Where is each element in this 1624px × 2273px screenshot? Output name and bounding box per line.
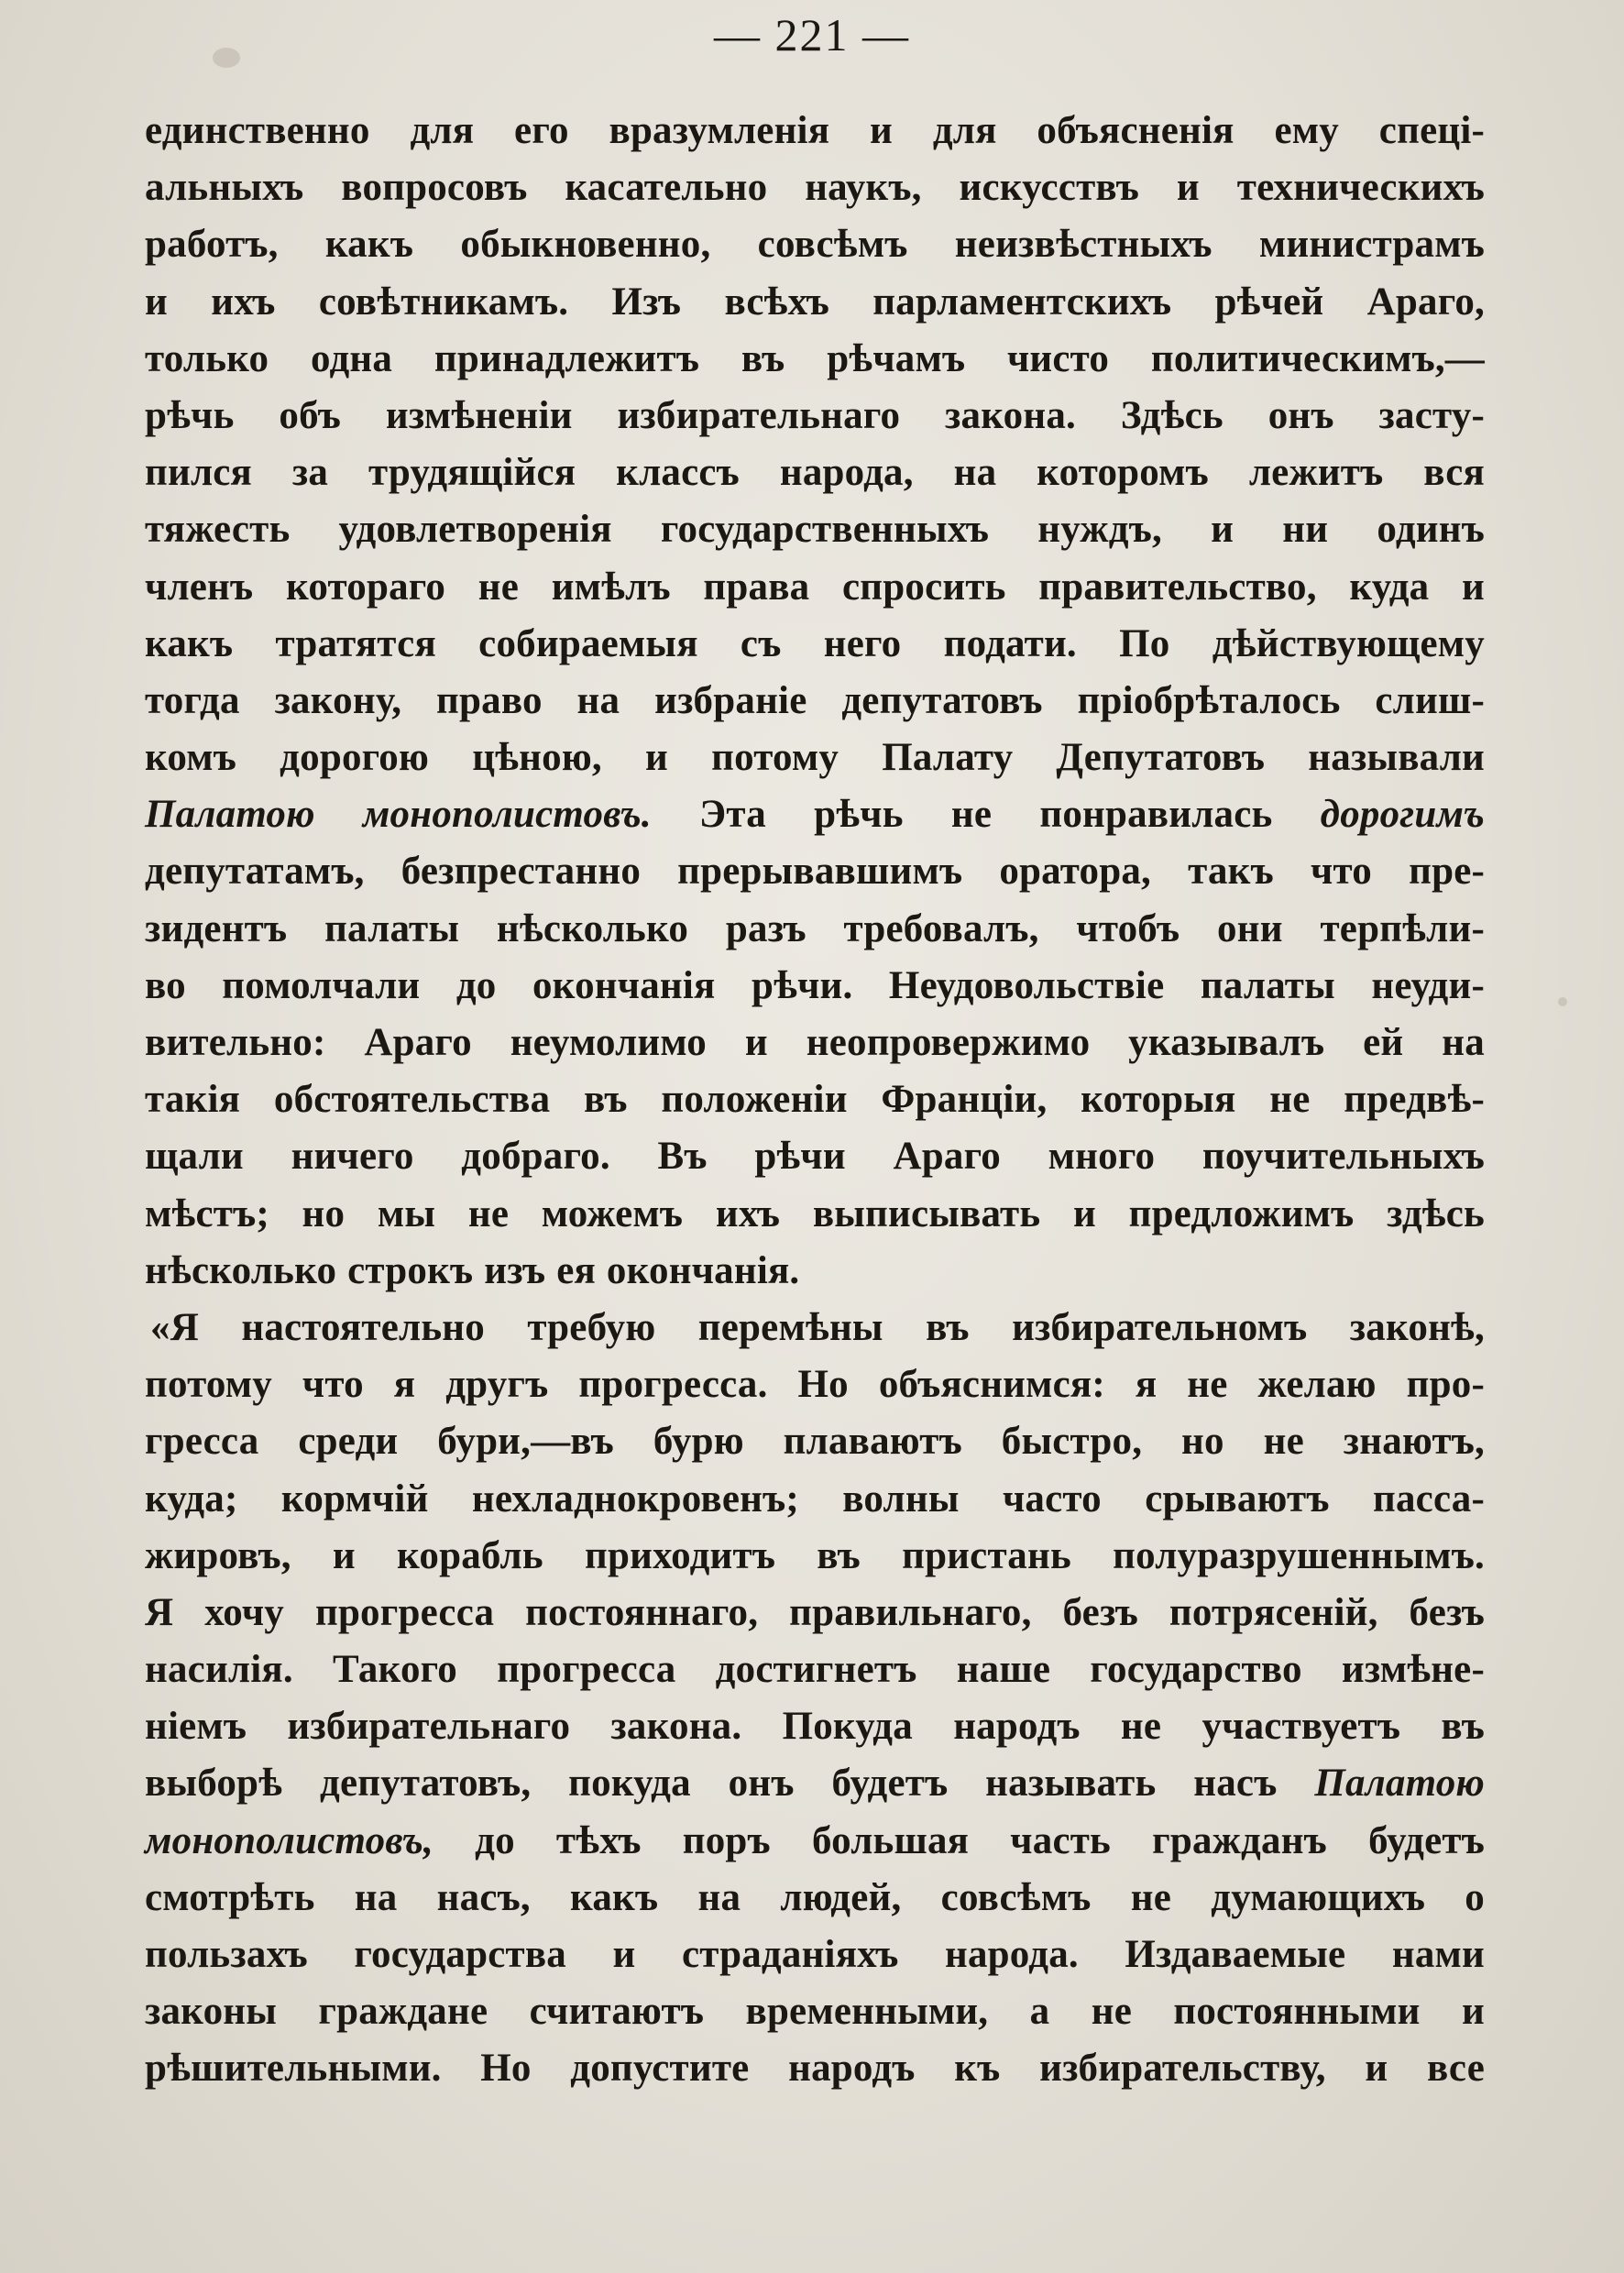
text-line: смотрѣть на насъ, какъ на людей, совсѣмъ не думающихъ о [145,1875,1485,1919]
text-line: зидентъ палаты нѣсколько разъ требовалъ, чтобъ они терпѣли- [145,906,1485,950]
text-line: рѣчь объ измѣненіи избирательнаго закона. Здѣсь онъ засту- [145,393,1485,437]
text-line: мѣстъ; но мы не можемъ ихъ выписывать и предложимъ здѣсь [145,1191,1485,1235]
text-line: Я хочу прогресса постояннаго, правильнаго, безъ потрясеній, безъ [145,1590,1485,1634]
text-line: пился за трудящійся классъ народа, на которомъ лежитъ вся [145,451,1485,495]
text-segment: Эта рѣчь не понравилась [651,793,1321,837]
text-line: гресса среди бури,—въ бурю плаваютъ быстро, но не знаютъ, [145,1420,1485,1464]
text-line: единственно для его вразумленія и для объясненія ему спеці- [145,109,1485,152]
text-line: членъ котораго не имѣлъ права спросить правительство, куда и [145,565,1485,609]
paper-stain [1558,997,1567,1006]
text-line [145,1755,1485,1812]
text-line: тогда закону, право на избраніе депутатовъ пріобрѣталось слиш- [145,678,1485,722]
text-line: депутатамъ, безпрестанно прерывавшимъ оратора, такъ что пре- [145,850,1485,894]
italic-phrase: Палатою монополистовъ. [145,793,652,837]
text-line: ніемъ избирательнаго закона. Покуда народъ не участвуетъ въ [145,1705,1485,1749]
text-line: нѣсколько строкъ изъ ея окончанія. [145,1248,800,1292]
text-line [145,786,1485,843]
paragraph [145,1300,1485,2098]
text-line: куда; кормчій нехладнокровенъ; волны часто срываютъ пасса- [145,1477,1485,1521]
italic-phrase: монополистовъ, [145,1818,433,1862]
text-line: во помолчали до окончанія рѣчи. Неудовольствіе палаты неуди- [145,963,1485,1007]
text-line: насилія. Такого прогресса достигнетъ наше государство измѣне- [145,1648,1485,1692]
text-line: рѣшительными. Но допустите народъ къ избирательству, и все [145,2047,1485,2091]
text-line: работъ, какъ обыкновенно, совсѣмъ неизвѣстныхъ министрамъ [145,223,1485,267]
text-line: альныхъ вопросовъ касательно наукъ, искусствъ и техническихъ [145,166,1485,210]
text-line: жировъ, и корабль приходитъ въ пристань полуразрушеннымъ. [145,1533,1485,1577]
page-number: — 221 — [714,9,910,60]
text-line: «Я настоятельно требую перемѣны въ избирательномъ законѣ, [150,1305,1485,1349]
text-line: пользахъ государства и страданіяхъ народа. Издаваемые нами [145,1933,1485,1976]
text-segment: выборѣ депутатовъ, покуда онъ будетъ называть насъ [145,1762,1315,1806]
text-line: комъ дорогою цѣною, и потому Палату Депутатовъ называли [145,736,1485,780]
italic-phrase: дорогимъ [1320,793,1485,837]
italic-phrase: Палатою [1314,1762,1485,1806]
text-line [145,1813,1485,1870]
text-segment: до тѣхъ поръ большая часть гражданъ будетъ [433,1818,1485,1862]
text-line: щали ничего добраго. Въ рѣчи Араго много поучительныхъ [145,1135,1485,1179]
text-line: потому что я другъ прогресса. Но объяснимся: я не желаю про- [145,1363,1485,1407]
text-line: только одна принадлежитъ въ рѣчамъ чисто политическимъ,— [145,336,1485,380]
text-line: вительно: Араго неумолимо и неопровержимо указывалъ ей на [145,1021,1485,1064]
text-line: тяжесть удовлетворенія государственныхъ нуждъ, и ни одинъ [145,508,1485,552]
text-line: такія обстоятельства въ положеніи Франціи, которыя не предвѣ- [145,1078,1485,1122]
body-text [145,103,1485,2098]
text-line: и ихъ совѣтникамъ. Изъ всѣхъ парламентскихъ рѣчей Араго, [145,280,1485,324]
text-line: какъ тратятся собираемыя съ него подати. По дѣйствующему [145,621,1485,665]
paragraph [145,103,1485,1300]
text-line: законы граждане считаютъ временными, а не постоянными и [145,1990,1485,2034]
